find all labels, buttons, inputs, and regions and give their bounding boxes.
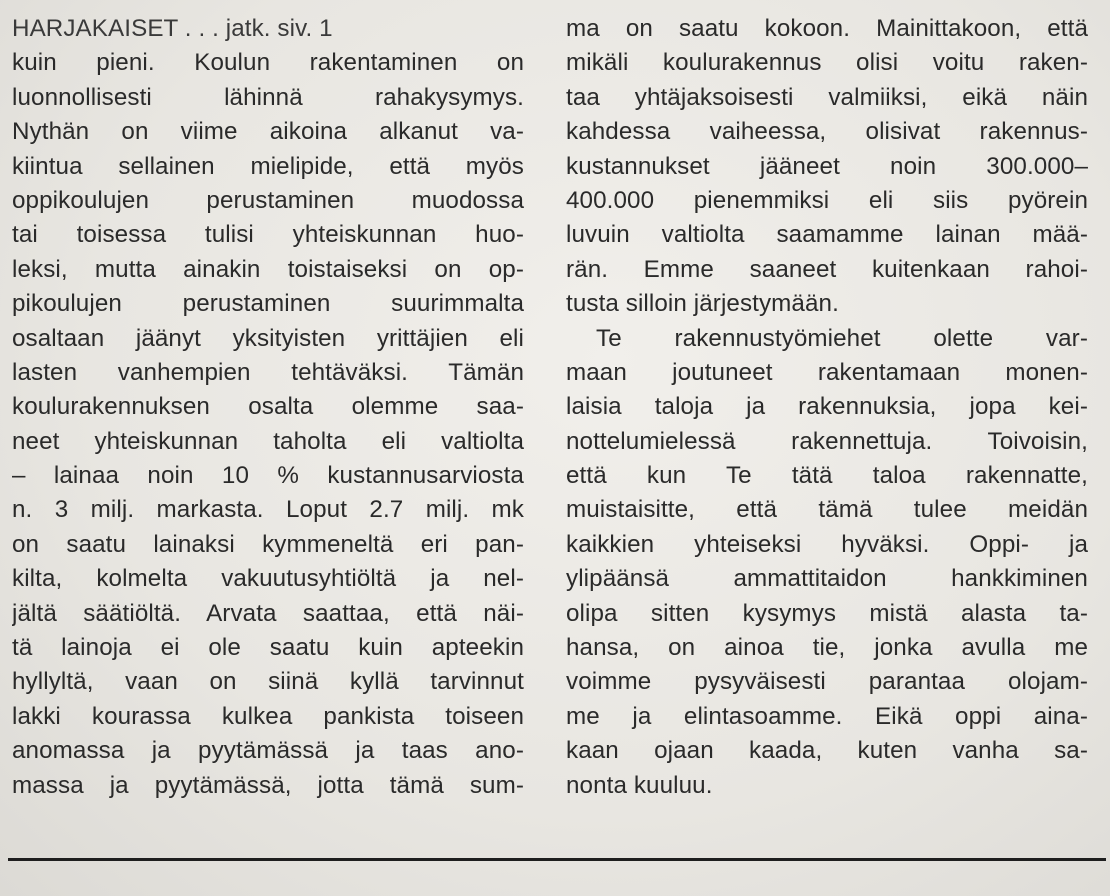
text-line: leksi, mutta ainakin toistaiseksi on op- [12,255,524,283]
text-line: luvuin valtiolta saamamme lainan mää- [566,221,1088,249]
right-column [566,12,1088,803]
left-column [12,12,524,803]
text-line: ylipäänsä ammattitaidon hankkiminen [566,565,1088,593]
text-line: kaan ojaan kaada, kuten vanha sa- [566,737,1088,765]
text-line: kilta, kolmelta vakuutusyhtiöltä ja nel- [12,565,524,593]
text-line: massa ja pyytämässä, jotta tämä sum- [12,771,524,799]
text-line: laisia taloja ja rakennuksia, jopa kei- [566,393,1088,421]
text-line: voimme pysyväisesti parantaa olojam- [566,668,1088,696]
text-line: jältä säätiöltä. Arvata saattaa, että näi- [12,599,524,627]
text-line: lasten vanhempien tehtäväksi. Tämän [12,358,524,386]
text-line: kiintua sellainen mielipide, että myös [12,152,524,180]
text-line: hyllyltä, vaan on siinä kyllä tarvinnut [12,668,524,696]
text-line: neet yhteiskunnan taholta eli valtiolta [12,427,524,455]
text-line: me ja elintasoamme. Eikä oppi aina- [566,702,1088,730]
paragraph-end-line: nonta kuuluu. [566,771,713,799]
text-line: ma on saatu kokoon. Mainittakoon, että [566,15,1088,42]
text-line: että kun Te tätä taloa rakennatte, [566,462,1088,490]
continuation-header: HARJAKAISET . . . jatk. siv. 1 [12,15,333,42]
text-line: maan joutuneet rakentamaan monen- [566,358,1088,386]
text-line: anomassa ja pyytämässä ja taas ano- [12,737,524,765]
horizontal-rule [8,858,1106,861]
text-line: rän. Emme saaneet kuitenkaan rahoi- [566,255,1088,283]
text-line: luonnollisesti lähinnä rahakysymys. [12,83,524,111]
text-line: mikäli koulurakennus olisi voitu raken- [566,49,1088,77]
text-line: pikoulujen perustaminen suurimmalta [12,290,524,318]
text-line: taa yhtäjaksoisesti valmiiksi, eikä näin [566,83,1088,111]
text-line: olipa sitten kysymys mistä alasta ta- [566,599,1088,627]
text-line: on saatu lainaksi kymmeneltä eri pan- [12,530,524,558]
text-line: kaikkien yhteiseksi hyväksi. Oppi- ja [566,530,1088,558]
text-line: kustannukset jääneet noin 300.000– [566,152,1088,180]
text-line: oppikoulujen perustaminen muodossa [12,186,524,214]
text-line: – lainaa noin 10 % kustannusarviosta [12,462,524,490]
text-line: Nythän on viime aikoina alkanut va- [12,118,524,146]
text-line: nottelumielessä rakennettuja. Toivoisin, [566,427,1088,455]
text-line: tai toisessa tulisi yhteiskunnan huo- [12,221,524,249]
text-line: kahdessa vaiheessa, olisivat rakennus- [566,118,1088,146]
text-line: osaltaan jäänyt yksityisten yrittäjien eli [12,324,524,352]
text-line: koulurakennuksen osalta olemme saa- [12,393,524,421]
text-line: muistaisitte, että tämä tulee meidän [566,496,1088,524]
paragraph-end-line: tusta silloin järjestymään. [566,290,839,318]
text-line: n. 3 milj. markasta. Loput 2.7 milj. mk [12,496,524,524]
text-line: lakki kourassa kulkea pankista toiseen [12,702,524,730]
paragraph-start-line: Te rakennustyömiehet olette var- [596,324,1088,352]
text-line: tä lainoja ei ole saatu kuin apteekin [12,634,524,662]
text-line: kuin pieni. Koulun rakentaminen on [12,49,524,77]
text-line: hansa, on ainoa tie, jonka avulla me [566,634,1088,662]
text-line: 400.000 pienemmiksi eli siis pyörein [566,186,1088,214]
